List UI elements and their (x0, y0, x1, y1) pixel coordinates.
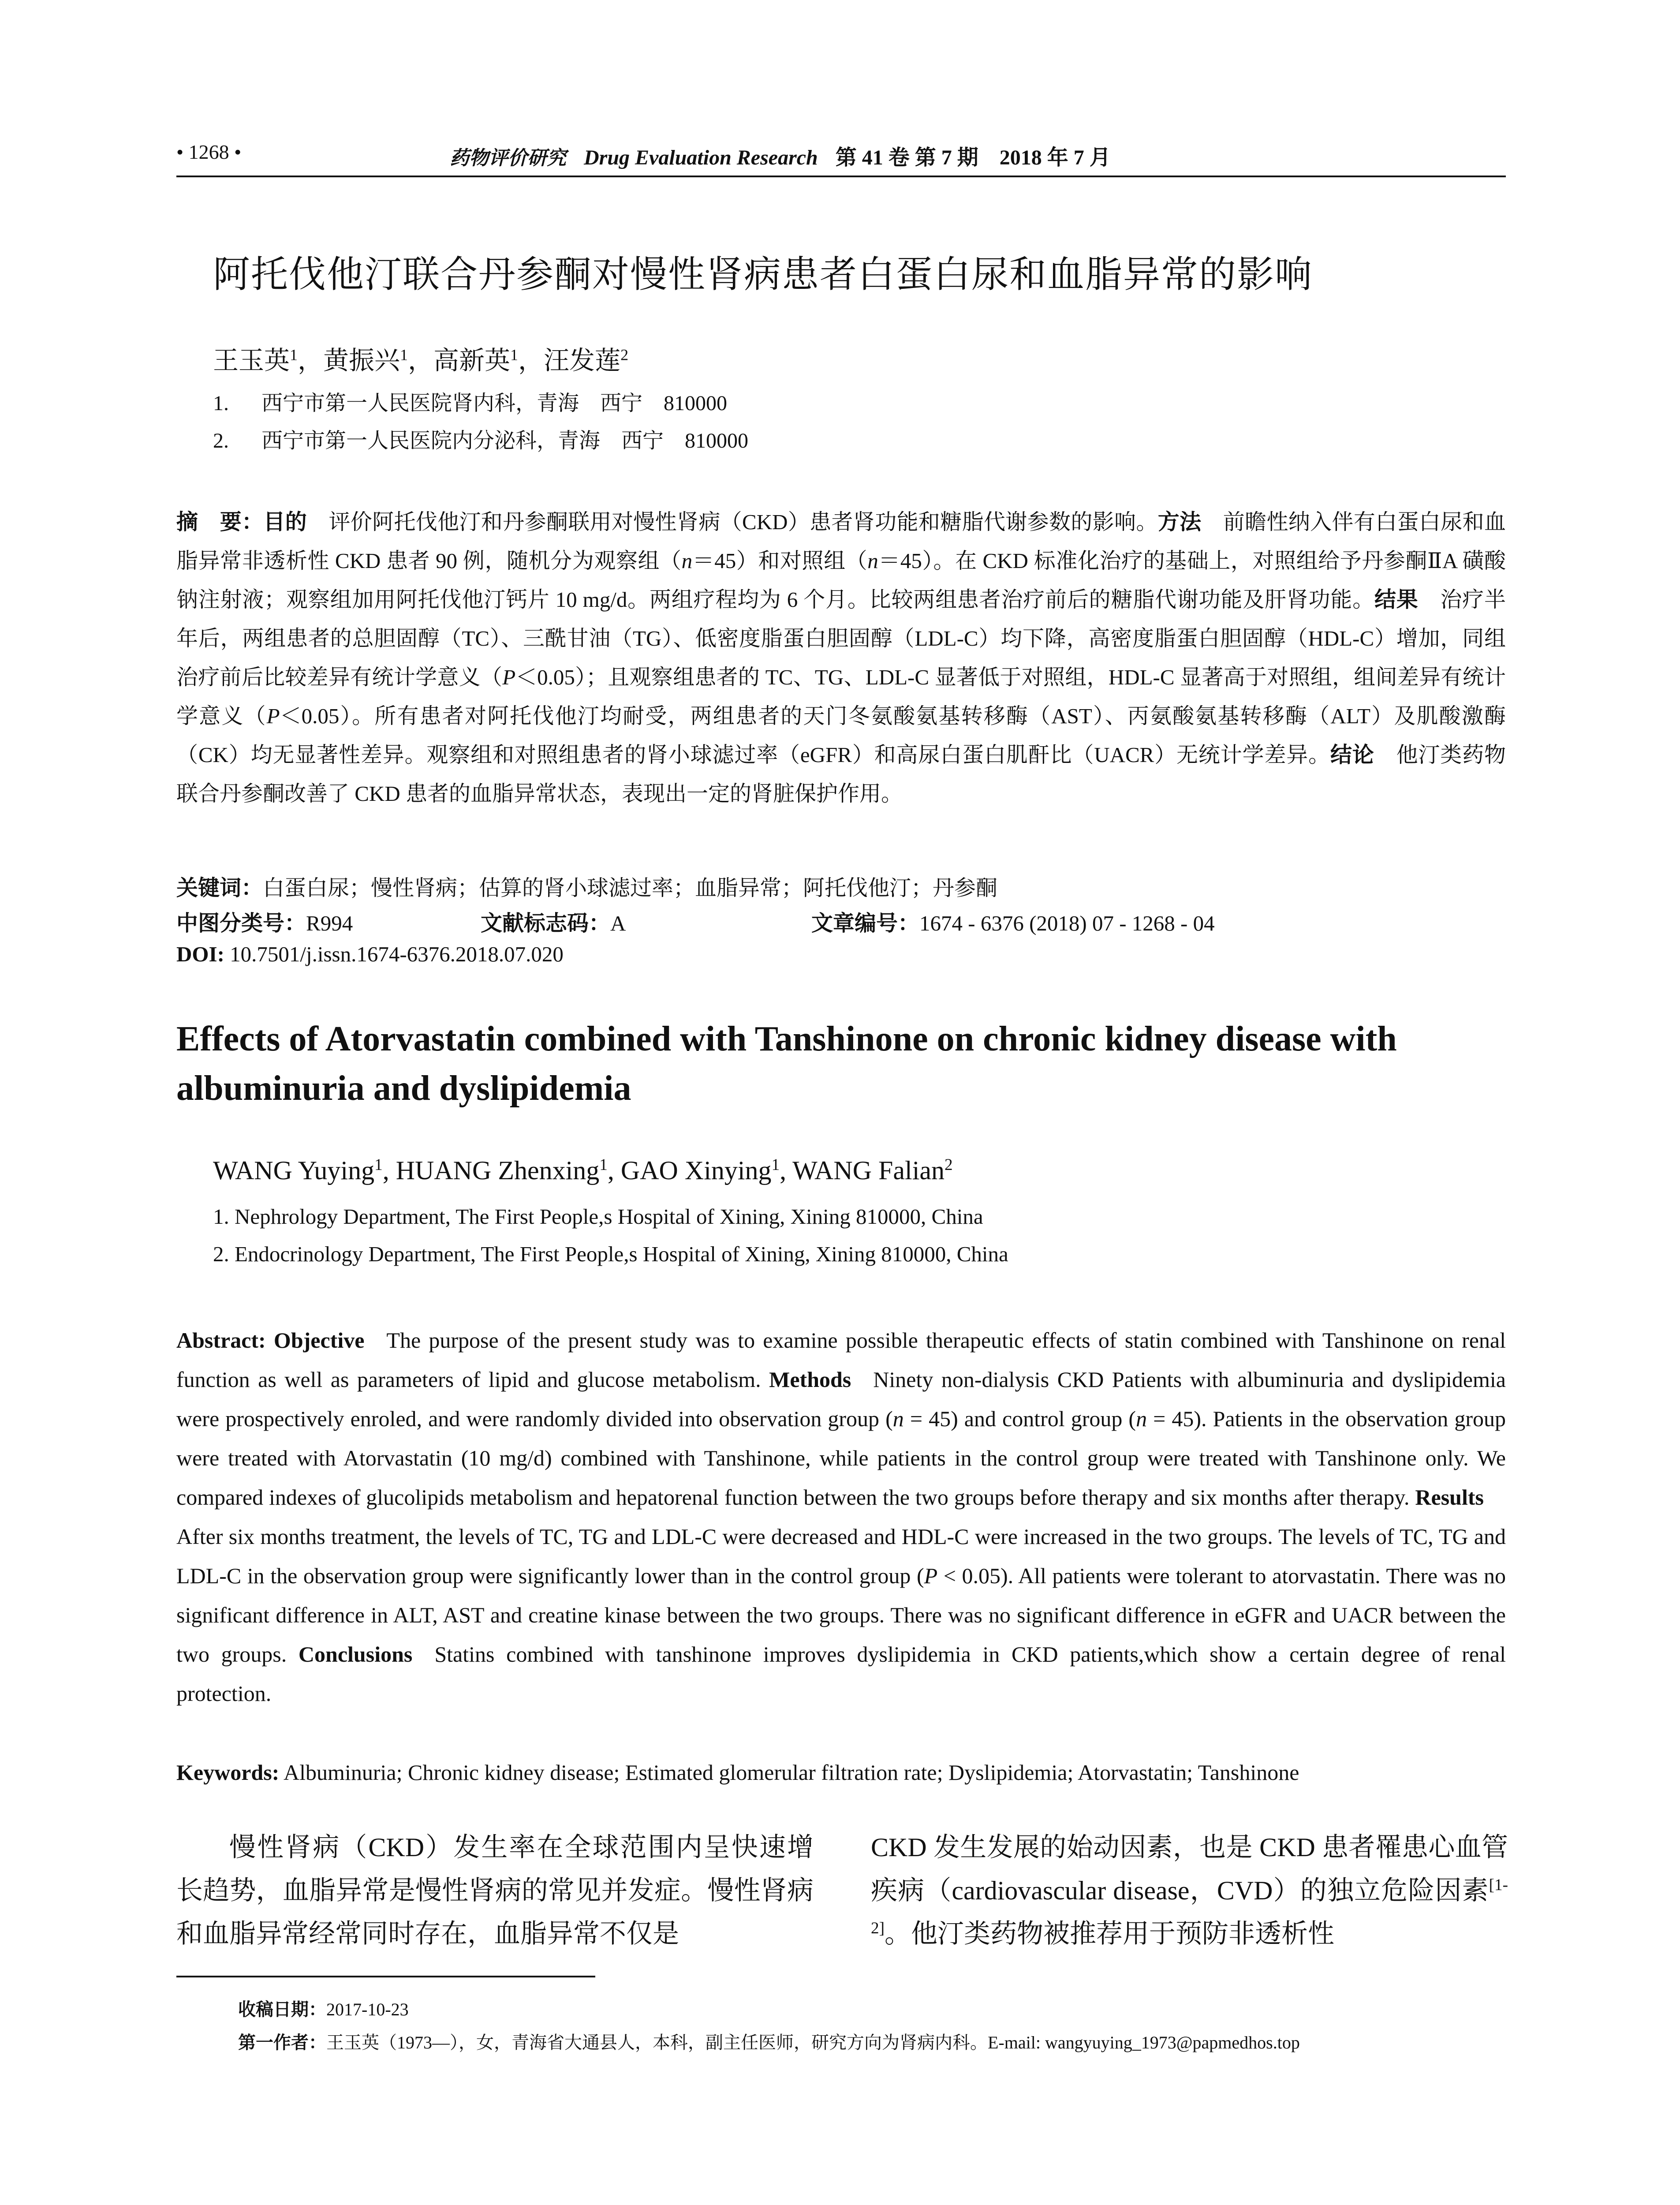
author-name: HUANG Zhenxing (396, 1156, 600, 1185)
doc-code (481, 906, 626, 937)
objective-text: 评价阿托伐他汀和丹参酮联用对慢性肾病（CKD）患者肾功能和糖脂代谢参数的影响。 (307, 510, 1158, 534)
keywords-text: Albuminuria; Chronic kidney disease; Estimated glomerular filtration rate; Dyslipidemia; Atorvastatin; Tanshinone (279, 1760, 1299, 1785)
cn-title: 阿托伐他汀联合丹参酮对慢性肾病患者白蛋白尿和血脂异常的影响 (213, 253, 1313, 296)
author-name: WANG Yuying (213, 1156, 375, 1185)
methods-text: = 45) and control group ( (903, 1406, 1136, 1431)
author-affil-mark: 1 (771, 1156, 780, 1174)
doc-code-label: 文献标志码： (481, 911, 611, 936)
objective-label: 目的 (263, 509, 307, 534)
affiliation-number: 2. (213, 429, 229, 452)
journal-name-en: Drug Evaluation Research (584, 146, 818, 169)
footnote-rule (176, 1976, 595, 1977)
journal-logo: 药物评价研究 (450, 147, 566, 169)
clc-label: 中图分类号： (176, 911, 306, 936)
results-text: < 0.05). All patients were tolerant to atorvastatin. There was no significant difference in ALT, AST and creatine kinase between the two groups. There was no significant difference in eGFR and UACR between the two groups. (176, 1563, 1506, 1667)
stat-n: n (892, 1406, 904, 1431)
results-label: Results (1415, 1485, 1484, 1510)
author-name: 王玉英 (213, 346, 290, 375)
affiliation-text: 西宁市第一人民医院肾内科，青海 西宁 810000 (261, 392, 728, 415)
doc-code-value: A (610, 911, 626, 935)
en-keywords (176, 1753, 1506, 1792)
keywords-label: 关键词： (176, 875, 263, 901)
conclusion-text: 他汀类药物联合丹参酮改善了 CKD 患者的血脂异常状态，表现出一定的肾脏保护作用。 (176, 743, 1506, 806)
first-author-label: 第一作者： (238, 2033, 326, 2053)
keywords-label: Keywords: (176, 1760, 280, 1785)
cn-keywords (176, 871, 997, 902)
conclusions-label: Conclusions (298, 1642, 413, 1667)
en-title: Effects of Atorvastatin combined with Tanshinone on chronic kidney disease with albuminuria and dyslipidemia (176, 1020, 1397, 1108)
author-name: 黄振兴 (323, 346, 400, 375)
author-affil-mark: 1 (374, 1156, 383, 1174)
affiliation-number: 1. (213, 392, 229, 415)
methods-text: ＝45）和对照组（ (692, 549, 868, 573)
results-text: ＜0.05）。所有患者对阿托伐他汀均耐受，两组患者的天门冬氨酸氨基转移酶（AST）、丙氨酸氨基转移酶（ALT）及肌酸激酶（CK）均无显著性差异。观察组和对照组患者的肾小球滤过率（eGFR）和高尿白蛋白肌酐比（UACR）无统计学差异。 (176, 704, 1506, 767)
cn-affiliation (213, 423, 748, 454)
classification-line (176, 906, 1506, 937)
running-header (176, 140, 1506, 171)
en-affiliation: 1. Nephrology Department, The First People,s Hospital of Xining, Xining 810000, China (213, 1204, 983, 1229)
received-label: 收稿日期： (238, 1999, 326, 2020)
stat-n: n (681, 549, 693, 573)
stat-p: P (266, 704, 280, 728)
stat-n: n (867, 549, 878, 573)
author-sep: ， (298, 346, 324, 375)
cn-affiliation (213, 386, 727, 416)
keywords-text: 白蛋白尿；慢性肾病；估算的肾小球滤过率；血脂异常；阿托伐他汀；丹参酮 (263, 876, 998, 900)
conclusion-label: 结论 (1330, 742, 1374, 767)
affiliation-text: 西宁市第一人民医院内分泌科，青海 西宁 810000 (261, 429, 749, 452)
methods-text: = 45). Patients in the observation group were treated with Atorvastatin (10 mg/d) combined with Tanshinone, while patients in the control group were treated with Tanshinone only. We compared indexes of glucolipids metabolism and hepatorenal function between the two groups before therapy and six months after therapy. (176, 1406, 1506, 1510)
methods-text: Ninety non-dialysis CKD Patients with albuminuria and dyslipidemia were prospectively enroled, and were randomly divided into observation group ( (176, 1367, 1506, 1431)
cn-authors (213, 340, 628, 377)
first-author-text: 王玉英（1973—），女，青海省大通县人，本科，副主任医师，研究方向为肾病内科。E-mail: wangyuying_1973@papmedhos.top (326, 2033, 1300, 2052)
author-affil-mark: 1 (400, 346, 408, 364)
author-sep: ， (518, 346, 544, 375)
results-label: 结果 (1374, 587, 1419, 612)
article-number-label: 文章编号： (811, 911, 920, 936)
doi-line (176, 942, 564, 967)
author-name: WANG Falian (792, 1156, 945, 1185)
author-sep: , (780, 1156, 793, 1185)
doi-label: DOI: (176, 942, 224, 966)
body-text: 。他汀类药物被推荐用于预防非透析性 (884, 1919, 1334, 1948)
author-name: 高新英 (433, 346, 511, 375)
methods-label: 方法 (1157, 509, 1202, 534)
footnote-received (238, 1996, 409, 2021)
stat-n: n (1136, 1406, 1147, 1431)
stat-p: P (924, 1563, 938, 1588)
author-sep: , (382, 1156, 396, 1185)
author-sep: , (607, 1156, 621, 1185)
article-number (811, 906, 1215, 937)
conclusions-text: Statins combined with tanshinone improves dyslipidemia in CKD patients,which show a certain degree of renal protection. (176, 1642, 1506, 1706)
author-affil-mark: 1 (510, 346, 519, 364)
en-affiliation: 2. Endocrinology Department, The First People,s Hospital of Xining, Xining 810000, China (213, 1242, 1008, 1266)
objective-text: The purpose of the present study was to examine possible therapeutic effects of statin combined with Tanshinone on renal function as well as parameters of lipid and glucose metabolism. (176, 1328, 1506, 1392)
stat-p: P (502, 665, 516, 689)
cn-abstract (176, 503, 1506, 813)
en-authors (213, 1155, 953, 1186)
received-date: 2017-10-23 (326, 1999, 409, 2019)
doi-value[interactable]: 10.7501/j.issn.1674-6376.2018.07.020 (224, 942, 564, 966)
methods-text: ＝45）。在 CKD 标准化治疗的基础上，对照组给予丹参酮ⅡA 磺酸钠注射液；观察组加用阿托伐他汀钙片 10 mg/d。两组疗程均为 6 个月。比较两组患者治疗前后的糖脂代谢功能及肝肾功能。 (176, 549, 1506, 612)
author-affil-mark: 2 (945, 1156, 953, 1174)
page-number: • 1268 • (176, 141, 242, 163)
body-text: CKD 发生发展的始动因素，也是 CKD 患者罹患心血管疾病（cardiovascular disease，CVD）的独立危险因素 (871, 1833, 1508, 1905)
clc-number (176, 906, 353, 937)
author-sep: ， (408, 346, 434, 375)
methods-label: Methods (769, 1367, 851, 1392)
article-number-value: 1674 - 6376 (2018) 07 - 1268 - 04 (919, 911, 1215, 935)
results-text: 治疗半年后，两组患者的总胆固醇（TC）、三酰甘油（TG）、低密度脂蛋白胆固醇（LDL-C）均下降，高密度脂蛋白胆固醇（HDL-C）增加，同组治疗前后比较差异有统计学意义（ (176, 587, 1506, 689)
abstract-label: 摘 要： (176, 509, 264, 534)
abstract-label: Abstract: Objective (176, 1328, 365, 1353)
author-affil-mark: 1 (599, 1156, 608, 1174)
methods-text: 前瞻性纳入伴有白蛋白尿和血脂异常非透析性 CKD 患者 90 例，随机分为观察组（ (176, 510, 1506, 573)
footnote-first-author (238, 2029, 1300, 2054)
author-affil-mark: 2 (620, 346, 629, 364)
results-text: ＜0.05）；且观察组患者的 TC、TG、LDL-C 显著低于对照组，HDL-C 显著高于对照组，组间差异有统计学意义（ (176, 665, 1506, 728)
body-column-right (871, 1826, 1508, 1955)
header-rule (176, 176, 1506, 177)
author-affil-mark: 1 (290, 346, 298, 364)
journal-header (450, 140, 1111, 171)
citation-ref[interactable]: [1-2] (871, 1876, 1508, 1937)
author-name: 汪发莲 (544, 346, 621, 375)
results-text: After six months treatment, the levels of TC, TG and LDL-C were decreased and HDL-C were increased in the two groups. The levels of TC, TG and LDL-C in the observation group were significantly lower than in the control group ( (176, 1524, 1506, 1588)
body-column-left: 慢性肾病（CKD）发生率在全球范围内呈快速增长趋势，血脂异常是慢性肾病的常见并发症。慢性肾病和血脂异常经常同时存在，血脂异常不仅是 (176, 1833, 814, 1948)
issue-info: 第 41 卷 第 7 期 2018 年 7 月 (835, 146, 1111, 169)
en-abstract (176, 1321, 1506, 1713)
author-name: GAO Xinying (620, 1156, 772, 1185)
clc-value: R994 (306, 911, 353, 935)
